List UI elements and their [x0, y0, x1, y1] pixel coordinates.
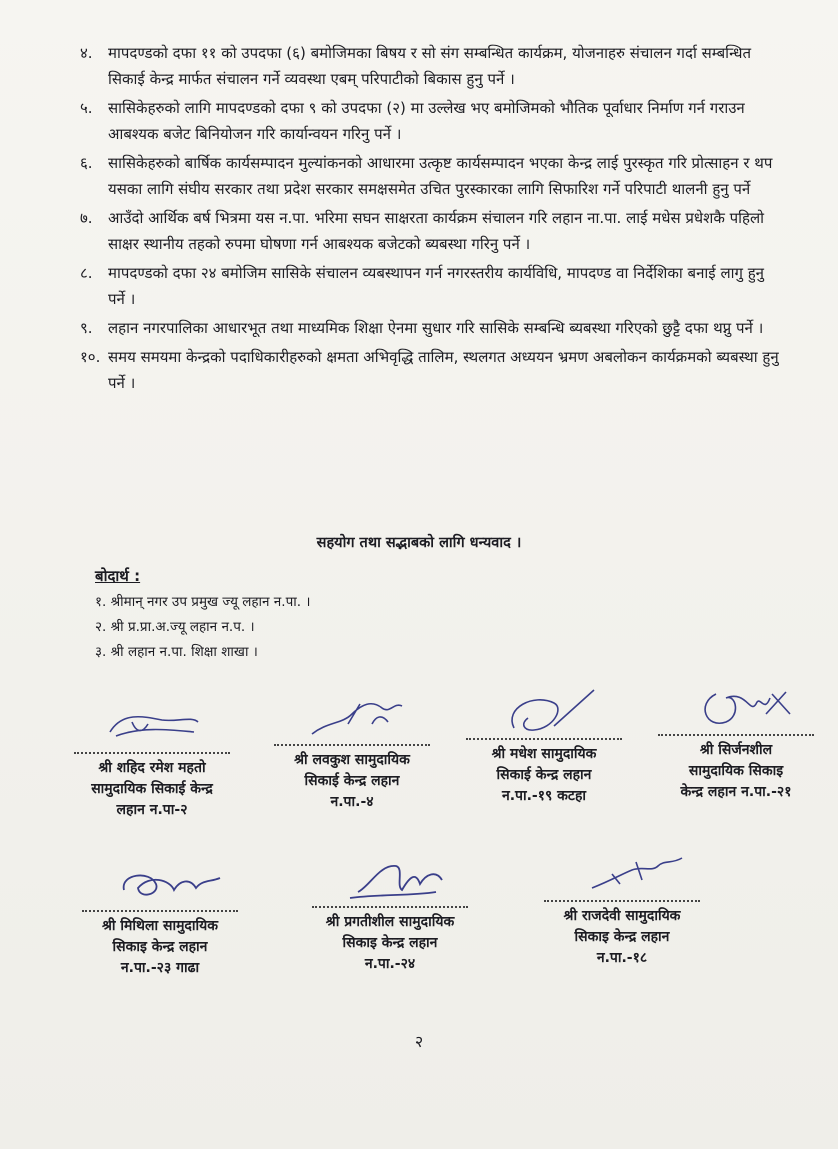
signature-mark — [572, 850, 692, 900]
signature-block: श्री राजदेवी सामुदायिक सिकाइ केन्द्र लहान न.पा.-१८ — [532, 860, 712, 969]
list-item: ७. आउँदो आर्थिक बर्ष भित्रमा यस न.पा. भरिमा सघन साक्षरता कार्यक्रम संचालन गरि लहान ना.पा. लाई मधेस प्रधेशकै पहिलो साक्षर स्थानीय तहको रुपमा घोषणा गर्न आबश्यक बजेटको ब्यबस्था गरिनु पर्ने । — [80, 209, 765, 253]
signature-mark — [102, 702, 202, 747]
points-list — [80, 40, 780, 399]
cc-item: २. श्री प्र.प्रा.अ.ज्यू लहान न.प. । — [95, 619, 255, 635]
signature-mark — [302, 694, 412, 744]
signature-block: श्री सिर्जनशील सामुदायिक सिकाइ केन्द्र लहान न.पा.-२१ — [646, 694, 826, 803]
signature-block: श्री शहिद रमेश महतो सामुदायिक सिकाई केन्द्र लहान न.पा-२ — [62, 712, 242, 821]
signature-mark — [340, 856, 450, 906]
thanks-line: सहयोग तथा सद्भाबको लागि धन्यवाद । — [316, 535, 522, 551]
signature-block: श्री मिथिला सामुदायिक सिकाइ केन्द्र लहान न.पा.-२३ गाढा — [70, 870, 250, 979]
signature-block: श्री मधेश सामुदायिक सिकाई केन्द्र लहान न.पा.-१९ कटहा — [454, 698, 634, 807]
cc-list — [95, 590, 310, 665]
signature-mark — [494, 688, 604, 743]
signature-block: श्री प्रगतीशील सामुदायिक सिकाइ केन्द्र लहान न.पा.-२४ — [300, 866, 480, 975]
signature-mark — [686, 684, 796, 739]
list-item: १०. समय समयमा केन्द्रको पदाधिकारीहरुको क्षमता अभिवृद्धि तालिम, स्थलगत अध्ययन भ्रमण अबलोकन कार्यक्रमको ब्यबस्था हुनु पर्ने । — [80, 348, 779, 392]
list-item: ४. मापदण्डको दफा ११ को उपदफा (६) बमोजिमका बिषय र सो संग सम्बन्धित कार्यक्रम, योजनाहरु संचालन गर्दा सम्बन्धित सिकाई केन्द्र मार्फत संचालन गर्ने व्यवस्था एबम् परिपाटीको बिकास हुनु पर्ने । — [80, 44, 751, 88]
cc-item: ३. श्री लहान न.पा. शिक्षा शाखा । — [95, 644, 258, 660]
list-item: ८. मापदण्डको दफा २४ बमोजिम सासिके संचालन व्यबस्थापन गर्न नगरस्तरीय कार्यविधि, मापदण्ड वा निर्देशिका बनाई लागु हुनु पर्ने । — [80, 264, 764, 308]
signature-block: श्री लवकुश सामुदायिक सिकाई केन्द्र लहान न.पा.-४ — [262, 704, 442, 813]
list-item: ६. सासिकेहरुको बार्षिक कार्यसम्पादन मुल्यांकनको आधारमा उत्कृष्ट कार्यसम्पादन भएका केन्द्र लाई पुरस्कृत गरि प्रोत्साहन र थप यसका लागि संघीय सरकार तथा प्रदेश सरकार समक्षसमेत उचित पुरस्कारका लागि सिफारिश गर्ने परिपाटी थालनी हुनु पर्ने — [80, 154, 773, 198]
list-item: ५. सासिकेहरुको लागि मापदण्डको दफा ९ को उपदफा (२) मा उल्लेख भए बमोजिमको भौतिक पूर्वाधार निर्माण गर्न गराउन आबश्यक बजेट बिनियोजन गरि कार्यान्वयन गरिनु पर्ने । — [80, 99, 745, 143]
list-item: ९. लहान नगरपालिका आधारभूत तथा माध्यमिक शिक्षा ऐनमा सुधार गरि सासिके सम्बन्धि ब्यबस्था गरिएको छुट्टै दफा थप्नु पर्ने । — [80, 319, 764, 337]
page-number: २ — [414, 1032, 424, 1051]
cc-item: १. श्रीमान् नगर उप प्रमुख ज्यू लहान न.पा. । — [95, 594, 311, 610]
signature-mark — [110, 860, 230, 910]
cc-title: बोदार्थ : — [95, 567, 141, 585]
